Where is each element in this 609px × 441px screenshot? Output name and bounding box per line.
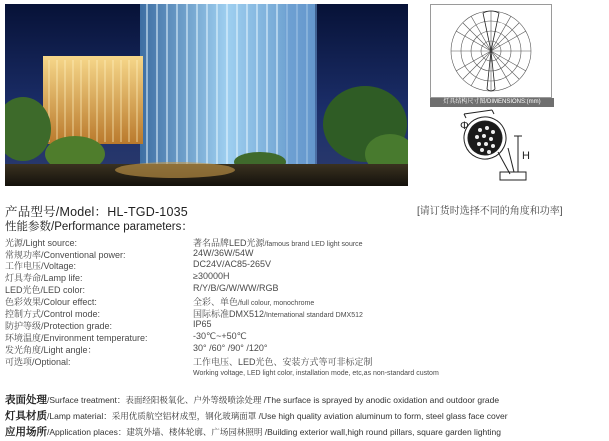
lamp-outline-drawing <box>430 108 604 188</box>
spec-label: 发光角度/Light angle： <box>5 345 97 355</box>
spec-value: ≥30000H <box>193 271 230 281</box>
spec-label: LED光色/LED color: <box>5 285 86 295</box>
spec-label: 色彩效果/Colour effect: <box>5 297 97 307</box>
spec-label: 光源/Light source: <box>5 238 78 248</box>
technical-drawings <box>430 4 604 186</box>
spec-value: -30℃~+50℃ <box>193 331 247 341</box>
spec-label: 可选项/Optional: <box>5 357 71 367</box>
spec-label: 防护等级/Protection grade: <box>5 321 113 331</box>
spec-value: 国际标准DMX512/International standard DMX512 <box>193 309 363 319</box>
lamp-material-title: 灯具材质 <box>5 410 47 422</box>
surface-treatment-text: /Surface treatment：表面经阳极氧化、户外等级喷涂处理 /The surface is sprayed by anodic oxidation and outdoor grade <box>47 395 500 405</box>
application-places-line <box>5 422 605 440</box>
spec-value: R/Y/B/G/W/WW/RGB <box>193 283 279 293</box>
spec-label: 控制方式/Control mode: <box>5 309 101 319</box>
application-places-title: 应用场所 <box>5 426 47 438</box>
spec-value: 全彩、单色/full colour, monochrome <box>193 297 315 307</box>
diameter-label: Φ <box>460 120 469 132</box>
dimension-caption: 灯具结构尺寸图/DIMENSIONS:(mm) <box>430 98 554 107</box>
spec-label: 工作电压/Voltage: <box>5 261 77 271</box>
spec-value: DC24V/AC85-265V <box>193 259 272 269</box>
performance-title: 性能参数/Performance parameters： <box>5 221 193 233</box>
order-note: [请订货时选择不同的角度和功率] <box>417 206 563 217</box>
spec-label: 环境温度/Environment temperature: <box>5 333 148 343</box>
light-distribution-diagram <box>430 4 552 98</box>
surface-treatment-title: 表面处理 <box>5 394 47 406</box>
spec-value: 著名品牌LED光源/famous brand LED light source <box>193 238 363 248</box>
spec-value: IP65 <box>193 319 212 329</box>
spec-value: 24W/36W/54W <box>193 248 254 258</box>
height-label: H <box>522 150 530 162</box>
spec-value: Working voltage, LED light color, installation mode, etc,as non-standard custom <box>193 370 439 377</box>
building-night-photo <box>5 4 408 186</box>
spec-value: 工作电压、LED光色、安装方式等可非标定制 <box>193 357 373 367</box>
model-number: 产品型号/Model：HL-TGD-1035 <box>5 205 188 219</box>
spec-label: 灯具寿命/Lamp life: <box>5 273 83 283</box>
application-places-text: /Application places：建筑外墙、楼体轮廓、广场园林照明 /Building exterior wall,high round pillars, square garden lighting <box>47 427 501 437</box>
lamp-material-text: /Lamp material：采用优质航空铝材成型，钢化玻璃面罩 /Use high quality aviation aluminum to form, steel glass face cover <box>47 411 508 421</box>
spec-label: 常规功率/Conventional power: <box>5 250 126 260</box>
spec-value: 30° /60° /90° /120° <box>193 343 268 353</box>
